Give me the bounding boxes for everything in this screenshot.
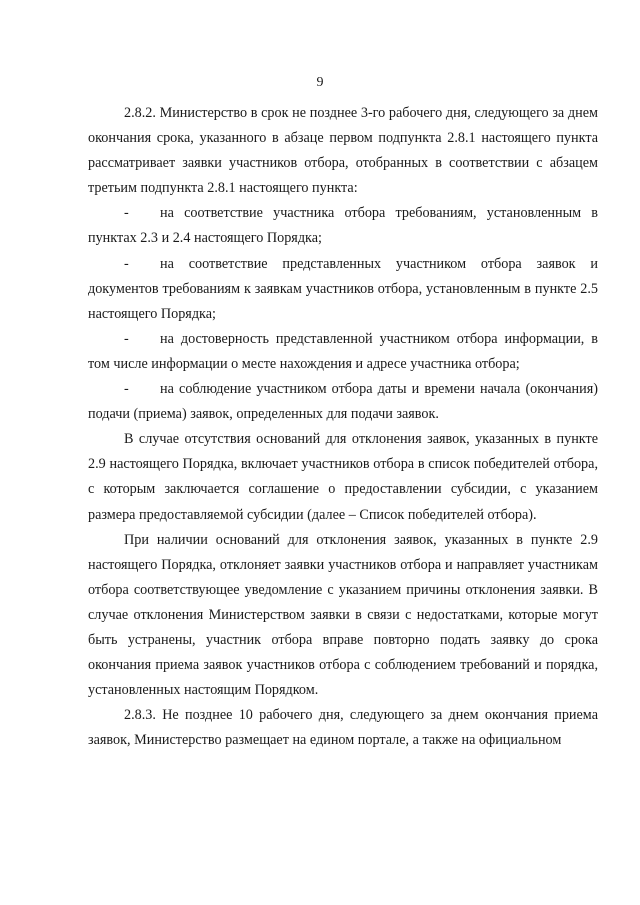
bullet-item-deadline (88, 377, 598, 427)
bullet-text: на соблюдение участником отбора даты и времени начала (окончания) подачи (приема) заявок, определенных для подачи заявок. (88, 381, 598, 423)
paragraph-2-8-3: 2.8.3. Не позднее 10 рабочего дня, следующего за днем окончания приема заявок, Министерство размещает на едином портале, а также на официальном (88, 707, 598, 749)
document-body (88, 101, 598, 753)
dash-marker: - (124, 255, 129, 272)
bullet-text: на достоверность представленной участником отбора информации, в том числе информации о месте нахождения и адресе участника отбора; (88, 330, 598, 372)
bullet-text: на соответствие представленных участником отбора заявок и документов требованиям к заявкам участников отбора, установленным в пункте 2.5 настоящего Порядка; (88, 255, 598, 322)
bullet-item-requirements (88, 201, 598, 251)
page-number: 9 (316, 75, 324, 90)
paragraph-no-grounds: В случае отсутствия оснований для отклонения заявок, указанных в пункте 2.9 настоящего Порядка, включает участников отбора в список победителей отбора, с которым заключается соглашение о предоставлении субсидии, с указанием размера предоставляемой субсидии (далее – Список победителей отбора). (88, 431, 598, 523)
bullet-item-reliability (88, 327, 598, 377)
bullet-text: на соответствие участника отбора требованиям, установленным в пунктах 2.3 и 2.4 настоящего Порядка; (88, 205, 598, 247)
dash-marker: - (124, 381, 129, 398)
dash-marker: - (124, 205, 129, 222)
paragraph-2-8-2: 2.8.2. Министерство в срок не позднее 3-го рабочего дня, следующего за днем окончания срока, указанного в абзаце первом подпункта 2.8.1 настоящего пункта рассматривает заявки участников отбора, отобранных в соответствии с абзацем третьим подпункта 2.8.1 настоящего пункта: (88, 105, 598, 197)
paragraph-grounds-rejection: При наличии оснований для отклонения заявок, указанных в пункте 2.9 настоящего Порядка, отклоняет заявки участников отбора и направляет участникам отбора соответствующее уведомление с указанием причины отклонения заявки. В случае отклонения Министерством заявки в связи с недостатками, которые могут быть устранены, участник отбора вправе повторно подать заявку до срока окончания приема заявок участников отбора с соблюдением требований и порядка, установленных настоящим Порядком. (88, 531, 598, 699)
bullet-item-documents (88, 252, 598, 327)
dash-marker: - (124, 330, 129, 347)
